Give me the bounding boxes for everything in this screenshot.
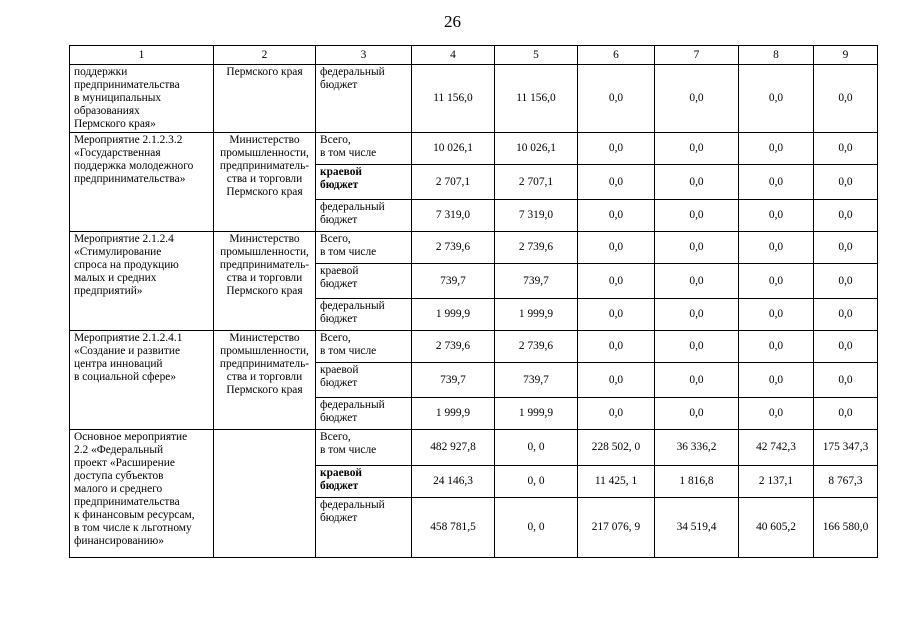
value-cell: 40 605,2 <box>739 498 814 558</box>
value-cell: 10 026,1 <box>412 133 495 165</box>
executor-line: ства и торговли <box>226 272 303 284</box>
funding-source-line: краевой <box>320 166 362 178</box>
value-cell: 0,0 <box>814 264 878 299</box>
measure-name-line: образованиях <box>74 105 140 117</box>
executor-line: промышленности, <box>220 246 309 258</box>
executor-line: Пермского края <box>226 186 303 198</box>
value-cell: 0,0 <box>578 165 655 200</box>
value-cell: 0,0 <box>739 363 814 398</box>
funding-table <box>69 45 878 558</box>
funding-source <box>316 264 412 299</box>
value-cell: 0, 0 <box>495 466 578 498</box>
value-cell: 0,0 <box>578 299 655 331</box>
value-cell: 42 742,3 <box>739 430 814 466</box>
funding-source-line: Всего, <box>320 134 351 146</box>
value-cell: 0, 0 <box>495 498 578 558</box>
funding-source-line: федеральный <box>320 66 385 78</box>
funding-source-line: бюджет <box>320 278 358 290</box>
funding-source-line: бюджет <box>320 179 359 191</box>
value-cell: 0,0 <box>814 200 878 232</box>
executor-line: Министерство <box>229 332 300 344</box>
executor-line: предприниматель- <box>219 259 310 271</box>
funding-source-line: Всего, <box>320 431 351 443</box>
value-cell: 0,0 <box>655 264 739 299</box>
measure-name-line: малого и среднего <box>74 483 163 495</box>
value-cell: 11 156,0 <box>495 65 578 133</box>
executor <box>214 430 316 558</box>
measure-name-line: малых и средних <box>74 272 157 284</box>
funding-source <box>316 466 412 498</box>
funding-source-line: федеральный <box>320 300 385 312</box>
funding-source-line: бюджет <box>320 480 359 492</box>
value-cell: 0,0 <box>814 331 878 363</box>
measure-name <box>70 133 214 232</box>
value-cell: 0,0 <box>655 200 739 232</box>
value-cell: 175 347,3 <box>814 430 878 466</box>
value-cell: 0,0 <box>739 331 814 363</box>
measure-name <box>70 232 214 331</box>
executor-line: Пермского края <box>226 384 303 396</box>
funding-source-line: в том числе <box>320 444 377 456</box>
value-cell: 1 999,9 <box>412 299 495 331</box>
executor-line: предприниматель- <box>219 358 310 370</box>
measure-name-line: поддержки <box>74 66 128 78</box>
measure-name-line: 2.2 «Федеральный <box>74 444 164 456</box>
value-cell: 2 707,1 <box>495 165 578 200</box>
value-cell: 1 999,9 <box>412 398 495 430</box>
column-header: 2 <box>214 46 316 65</box>
value-cell: 0,0 <box>814 398 878 430</box>
executor-line: Министерство <box>229 134 300 146</box>
column-header: 1 <box>70 46 214 65</box>
measure-name-line: Мероприятие 2.1.2.4 <box>74 233 174 245</box>
measure-name-line: «Создание и развитие <box>74 345 181 357</box>
value-cell: 166 580,0 <box>814 498 878 558</box>
measure-name-line: предприятий» <box>74 285 143 297</box>
table-row <box>70 65 878 133</box>
measure-name-line: Основное мероприятие <box>74 431 188 443</box>
funding-source <box>316 165 412 200</box>
funding-source-line: федеральный <box>320 201 385 213</box>
executor-line: Министерство <box>229 233 300 245</box>
value-cell: 0,0 <box>578 65 655 133</box>
column-header: 5 <box>495 46 578 65</box>
measure-name-line: в том числе к льготному <box>74 522 192 534</box>
value-cell: 34 519,4 <box>655 498 739 558</box>
value-cell: 217 076, 9 <box>578 498 655 558</box>
measure-name-line: предпринимательства <box>74 79 180 91</box>
value-cell: 0,0 <box>578 232 655 264</box>
executor <box>214 331 316 430</box>
value-cell: 2 739,6 <box>412 331 495 363</box>
executor <box>214 133 316 232</box>
executor-line: предприниматель- <box>219 160 310 172</box>
funding-source-line: бюджет <box>320 377 358 389</box>
funding-source-line: краевой <box>320 364 359 376</box>
funding-source-line: бюджет <box>320 79 358 91</box>
page-number: 26 <box>444 12 461 31</box>
value-cell: 0,0 <box>578 398 655 430</box>
funding-source-line: краевой <box>320 467 362 479</box>
executor <box>214 65 316 133</box>
measure-name-line: предпринимательства» <box>74 173 186 185</box>
value-cell: 0,0 <box>655 165 739 200</box>
value-cell: 0,0 <box>814 363 878 398</box>
value-cell: 2 739,6 <box>495 232 578 264</box>
value-cell: 1 999,9 <box>495 398 578 430</box>
value-cell: 0,0 <box>739 65 814 133</box>
value-cell: 0,0 <box>739 200 814 232</box>
funding-source-line: Всего, <box>320 332 351 344</box>
value-cell: 1 999,9 <box>495 299 578 331</box>
funding-source-line: бюджет <box>320 313 358 325</box>
funding-source <box>316 65 412 133</box>
value-cell: 739,7 <box>412 363 495 398</box>
value-cell: 0,0 <box>739 232 814 264</box>
funding-source-line: краевой <box>320 265 359 277</box>
funding-source <box>316 200 412 232</box>
funding-source-line: в том числе <box>320 345 377 357</box>
value-cell: 8 767,3 <box>814 466 878 498</box>
funding-source-line: федеральный <box>320 399 385 411</box>
value-cell: 7 319,0 <box>495 200 578 232</box>
measure-name <box>70 331 214 430</box>
funding-source-line: Всего, <box>320 233 351 245</box>
funding-source <box>316 363 412 398</box>
column-header: 7 <box>655 46 739 65</box>
value-cell: 0,0 <box>578 264 655 299</box>
table-row <box>70 430 878 466</box>
funding-source-line: в том числе <box>320 147 377 159</box>
value-cell: 482 927,8 <box>412 430 495 466</box>
measure-name-line: спроса на продукцию <box>74 259 179 271</box>
measure-name-line: доступа субъектов <box>74 470 164 482</box>
executor-line: ства и торговли <box>226 173 303 185</box>
column-header: 3 <box>316 46 412 65</box>
executor-line: Пермского края <box>226 285 303 297</box>
value-cell: 36 336,2 <box>655 430 739 466</box>
value-cell: 0,0 <box>655 398 739 430</box>
funding-source <box>316 498 412 558</box>
funding-source <box>316 398 412 430</box>
value-cell: 0,0 <box>655 232 739 264</box>
table-row <box>70 133 878 165</box>
measure-name <box>70 65 214 133</box>
measure-name-line: к финансовым ресурсам, <box>74 509 195 521</box>
value-cell: 0,0 <box>814 232 878 264</box>
executor <box>214 232 316 331</box>
funding-source-line: бюджет <box>320 512 358 524</box>
value-cell: 0,0 <box>578 331 655 363</box>
measure-name-line: Мероприятие 2.1.2.4.1 <box>74 332 183 344</box>
measure-name-line: финансированию» <box>74 535 164 547</box>
measure-name-line: Мероприятие 2.1.2.3.2 <box>74 134 183 146</box>
value-cell: 228 502, 0 <box>578 430 655 466</box>
value-cell: 0,0 <box>578 200 655 232</box>
measure-name-line: в социальной сфере» <box>74 371 177 383</box>
value-cell: 0,0 <box>655 331 739 363</box>
value-cell: 0,0 <box>655 65 739 133</box>
table-row <box>70 232 878 264</box>
value-cell: 2 739,6 <box>495 331 578 363</box>
funding-source-line: бюджет <box>320 412 358 424</box>
value-cell: 0,0 <box>739 398 814 430</box>
measure-name-line: «Государственная <box>74 147 161 159</box>
measure-name-line: в муниципальных <box>74 92 162 104</box>
value-cell: 0,0 <box>578 363 655 398</box>
funding-source-line: бюджет <box>320 214 358 226</box>
table-row <box>70 331 878 363</box>
value-cell: 0,0 <box>814 65 878 133</box>
funding-source <box>316 133 412 165</box>
value-cell: 2 707,1 <box>412 165 495 200</box>
value-cell: 0,0 <box>655 363 739 398</box>
measure-name-line: центра инноваций <box>74 358 163 370</box>
value-cell: 0,0 <box>814 133 878 165</box>
value-cell: 739,7 <box>495 264 578 299</box>
value-cell: 10 026,1 <box>495 133 578 165</box>
executor-line: Пермского края <box>226 66 303 78</box>
value-cell: 11 156,0 <box>412 65 495 133</box>
value-cell: 0,0 <box>739 165 814 200</box>
value-cell: 0,0 <box>739 133 814 165</box>
value-cell: 739,7 <box>495 363 578 398</box>
measure-name-line: предпринимательства <box>74 496 180 508</box>
value-cell: 0,0 <box>739 299 814 331</box>
measure-name-line: «Стимулирование <box>74 246 162 258</box>
value-cell: 458 781,5 <box>412 498 495 558</box>
value-cell: 1 816,8 <box>655 466 739 498</box>
value-cell: 11 425, 1 <box>578 466 655 498</box>
measure-name-line: проект «Расширение <box>74 457 175 469</box>
value-cell: 0,0 <box>655 299 739 331</box>
header-row <box>70 46 878 65</box>
value-cell: 24 146,3 <box>412 466 495 498</box>
funding-source <box>316 430 412 466</box>
executor-line: промышленности, <box>220 345 309 357</box>
value-cell: 0,0 <box>739 264 814 299</box>
column-header: 8 <box>739 46 814 65</box>
value-cell: 0,0 <box>578 133 655 165</box>
value-cell: 0,0 <box>814 299 878 331</box>
column-header: 6 <box>578 46 655 65</box>
executor-line: промышленности, <box>220 147 309 159</box>
value-cell: 0,0 <box>814 165 878 200</box>
funding-source <box>316 331 412 363</box>
column-header: 9 <box>814 46 878 65</box>
column-header: 4 <box>412 46 495 65</box>
value-cell: 7 319,0 <box>412 200 495 232</box>
funding-source <box>316 299 412 331</box>
executor-line: ства и торговли <box>226 371 303 383</box>
funding-source <box>316 232 412 264</box>
value-cell: 2 739,6 <box>412 232 495 264</box>
value-cell: 2 137,1 <box>739 466 814 498</box>
funding-source-line: в том числе <box>320 246 377 258</box>
value-cell: 0,0 <box>655 133 739 165</box>
value-cell: 0, 0 <box>495 430 578 466</box>
funding-source-line: федеральный <box>320 499 385 511</box>
measure-name-line: Пермского края» <box>74 118 156 130</box>
measure-name-line: поддержка молодежного <box>74 160 194 172</box>
value-cell: 739,7 <box>412 264 495 299</box>
measure-name <box>70 430 214 558</box>
